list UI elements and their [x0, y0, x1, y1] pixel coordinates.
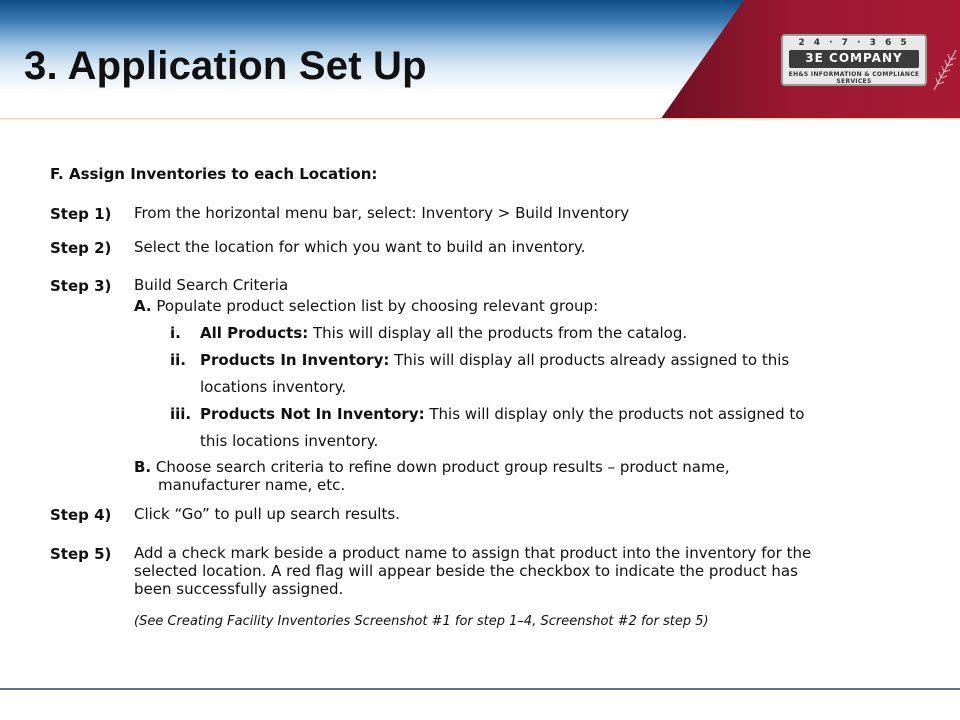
roman-ii-text	[200, 351, 789, 369]
decorative-arrows-icon	[930, 44, 960, 94]
page-title: 3. Application Set Up	[24, 44, 427, 88]
header-banner	[0, 0, 960, 120]
company-logo	[781, 34, 927, 86]
roman-i-desc: This will display all the products from the catalog.	[313, 324, 688, 342]
step-1-label: Step 1)	[50, 205, 112, 223]
sub-b-text: Choose search criteria to refine down product group results – product name,	[155, 458, 730, 476]
sub-b-letter: B.	[134, 458, 152, 476]
roman-i-text	[200, 324, 687, 342]
step-3-label: Step 3)	[50, 277, 112, 295]
step-5-line-2: selected location. A red flag will appear beside the checkbox to indicate the product has	[134, 562, 798, 580]
step-4-label: Step 4)	[50, 506, 112, 524]
step-1-text: From the horizontal menu bar, select: Inventory > Build Inventory	[134, 204, 630, 222]
logo-wordmark: 3E COMPANY	[805, 51, 903, 65]
screenshot-note: (See Creating Facility Inventories Screenshot #1 for step 1–4, Screenshot #2 for step 5)	[134, 614, 709, 629]
sub-a-text: Populate product selection list by choosing relevant group:	[156, 297, 599, 315]
header-divider-strip	[0, 118, 960, 120]
logo-numbers: 2 4 · 7 · 3 6 5	[798, 38, 910, 48]
roman-iii-cont: this locations inventory.	[200, 432, 379, 450]
step-5-line-3: been successfully assigned.	[134, 580, 344, 598]
roman-iii-text	[200, 405, 804, 423]
footer-rule	[0, 688, 960, 690]
step-4-text: Click “Go” to pull up search results.	[134, 505, 400, 523]
logo-subtitle: EH&S INFORMATION & COMPLIANCE SERVICES	[788, 71, 920, 85]
roman-i-numeral: i.	[170, 324, 181, 342]
sub-b-cont: manufacturer name, etc.	[158, 476, 346, 494]
step-3-text: Build Search Criteria	[134, 276, 289, 294]
sub-a-letter: A.	[134, 297, 152, 315]
step-5-label: Step 5)	[50, 545, 112, 563]
roman-ii-numeral: ii.	[170, 351, 186, 369]
step-3-sub-b	[134, 459, 730, 476]
roman-ii-cont: locations inventory.	[200, 378, 347, 396]
roman-ii-bold: Products In Inventory:	[200, 351, 390, 369]
roman-i-bold: All Products:	[200, 324, 309, 342]
step-2-text: Select the location for which you want to build an inventory.	[134, 238, 586, 256]
roman-iii-desc: This will display only the products not assigned to	[429, 405, 805, 423]
section-heading: F. Assign Inventories to each Location:	[50, 165, 378, 183]
step-3-sub-a	[134, 298, 598, 315]
roman-ii-desc: This will display all products already assigned to this	[394, 351, 790, 369]
roman-iii-numeral: iii.	[170, 405, 192, 423]
step-5-line-1: Add a check mark beside a product name to assign that product into the inventory for the	[134, 544, 812, 562]
step-2-label: Step 2)	[50, 239, 112, 257]
roman-iii-bold: Products Not In Inventory:	[200, 405, 425, 423]
